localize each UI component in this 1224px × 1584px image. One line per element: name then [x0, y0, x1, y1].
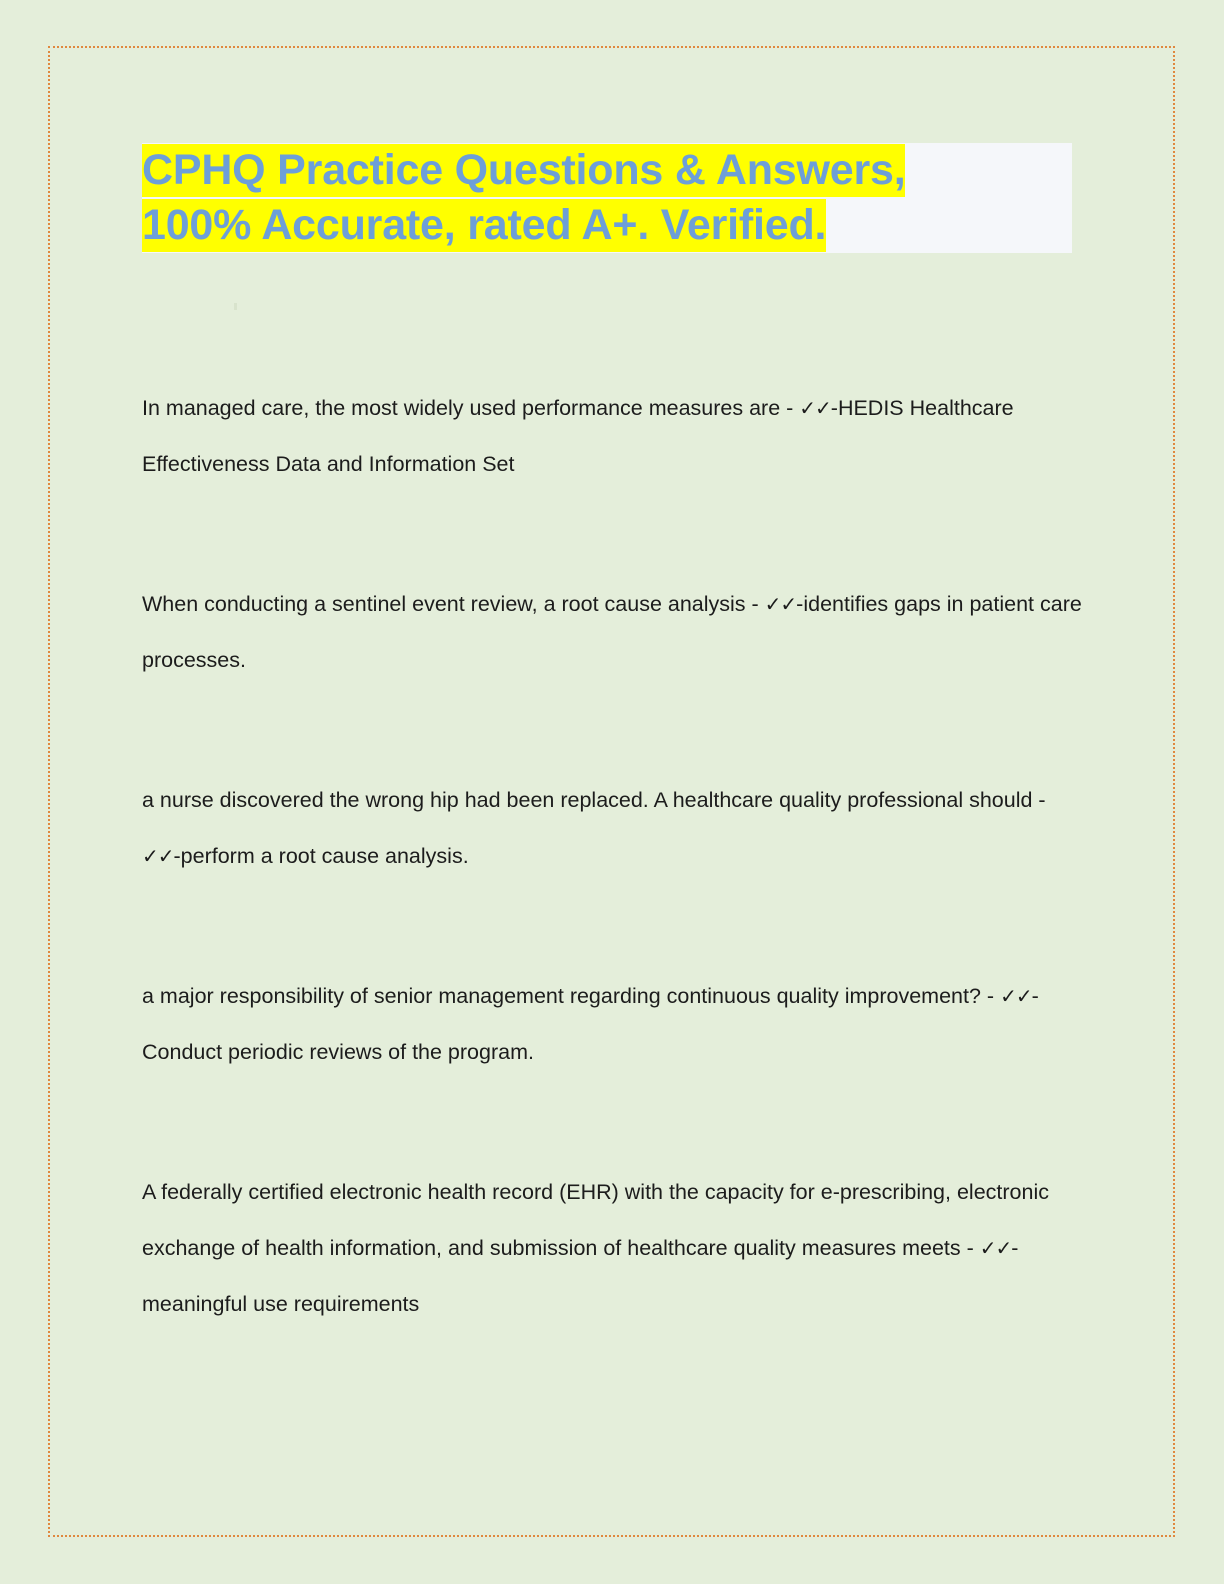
qa-entry — [142, 772, 1087, 884]
title-line-1: CPHQ Practice Questions & Answers, — [142, 143, 1072, 198]
qa-entry — [142, 1164, 1087, 1332]
qa-question: a major responsibility of senior management regarding continuous quality improvement? - — [142, 984, 1001, 1008]
check-icon: ✓✓ — [764, 592, 797, 616]
check-icon: ✓✓ — [799, 396, 831, 420]
qa-question: In managed care, the most widely used performance measures are - — [142, 396, 800, 420]
qa-entry — [142, 380, 1087, 492]
qa-question: a nurse discovered the wrong hip had been replaced. A healthcare quality professional should - — [142, 788, 1046, 812]
qa-answer: -Conduct periodic reviews of the program. — [142, 984, 1039, 1064]
qa-answer: -identifies gaps in patient care processes. — [142, 592, 1082, 672]
qa-answer: -perform a root cause analysis. — [173, 844, 469, 868]
qa-question: When conducting a sentinel event review, a root cause analysis - — [142, 592, 765, 616]
qa-entry — [142, 968, 1087, 1080]
qa-question: A federally certified electronic health record (EHR) with the capacity for e-prescribing, electronic exchange of health information, and submission of healthcare quality measures meets - — [142, 1180, 1049, 1260]
qa-entry — [142, 576, 1087, 688]
document-title — [142, 143, 1072, 253]
check-icon: ✓✓ — [979, 1236, 1012, 1260]
qa-list — [142, 380, 1087, 1332]
scan-artifact — [234, 303, 237, 310]
check-icon: ✓✓ — [1000, 984, 1032, 1008]
qa-answer: -HEDIS Healthcare Effectiveness Data and Information Set — [142, 396, 1014, 476]
qa-answer: -meaningful use requirements — [142, 1236, 1019, 1316]
title-line-2: 100% Accurate, rated A+. Verified. — [142, 198, 1072, 253]
title-text — [142, 143, 1072, 253]
check-icon: ✓✓ — [142, 844, 174, 868]
